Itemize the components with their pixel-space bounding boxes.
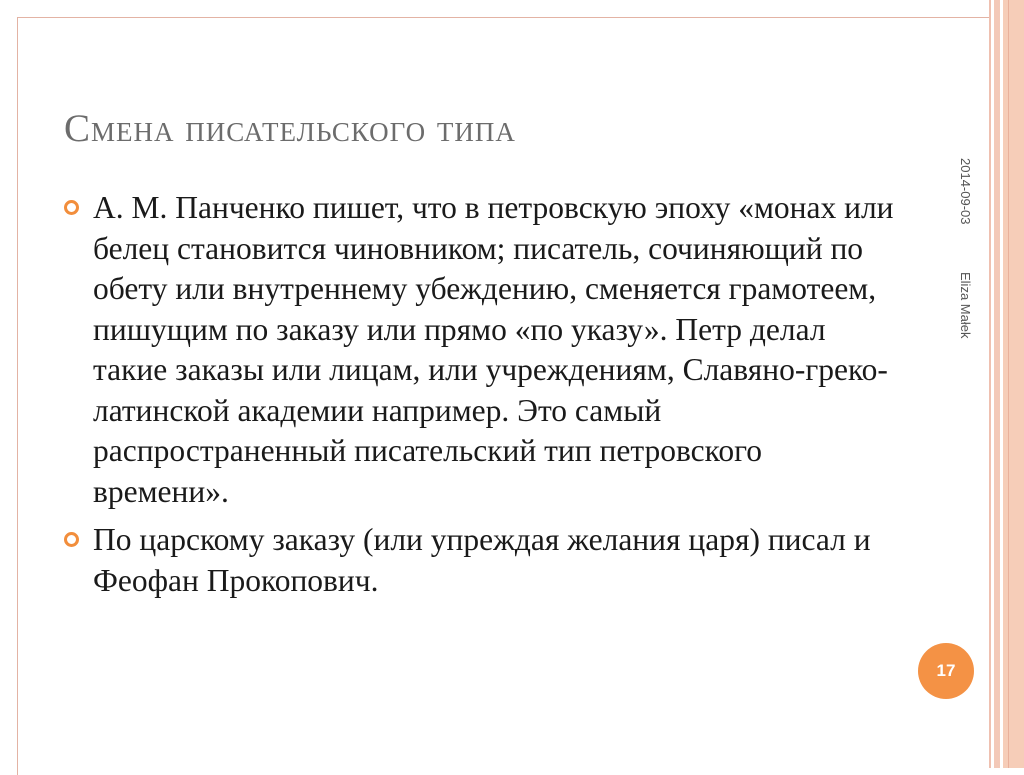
list-item [64,188,894,512]
decorative-stripe [994,0,1000,768]
list-item [64,520,894,601]
decorative-stripe [1003,0,1024,768]
decorative-stripe [1008,0,1009,768]
bullet-text: По царскому заказу (или упреждая желания царя) писал и Феофан Прокопович. [93,522,871,598]
bullet-text: А. М. Панченко пишет, что в петровскую эпоху «монах или белец становится чиновником; писатель, сочиняющий по обету или внутреннему убеждению, сменяется грамотеем, пишущим по заказу или прямо «по указу». Петр делал такие заказы или лицам, или учреждениям, Славяно-греко-латинской академии например. Это самый распространенный писательский тип петровского времени». [93,190,894,509]
circle-bullet-icon [64,532,79,547]
slide-date: 2014-09-03 [958,158,973,225]
bullet-list [64,188,894,609]
decorative-stripe [989,0,991,768]
slide-title: Смена писательского типа [64,107,516,150]
slide-author: Eliza Małek [958,272,973,339]
page-number-badge: 17 [918,643,974,699]
circle-bullet-icon [64,200,79,215]
